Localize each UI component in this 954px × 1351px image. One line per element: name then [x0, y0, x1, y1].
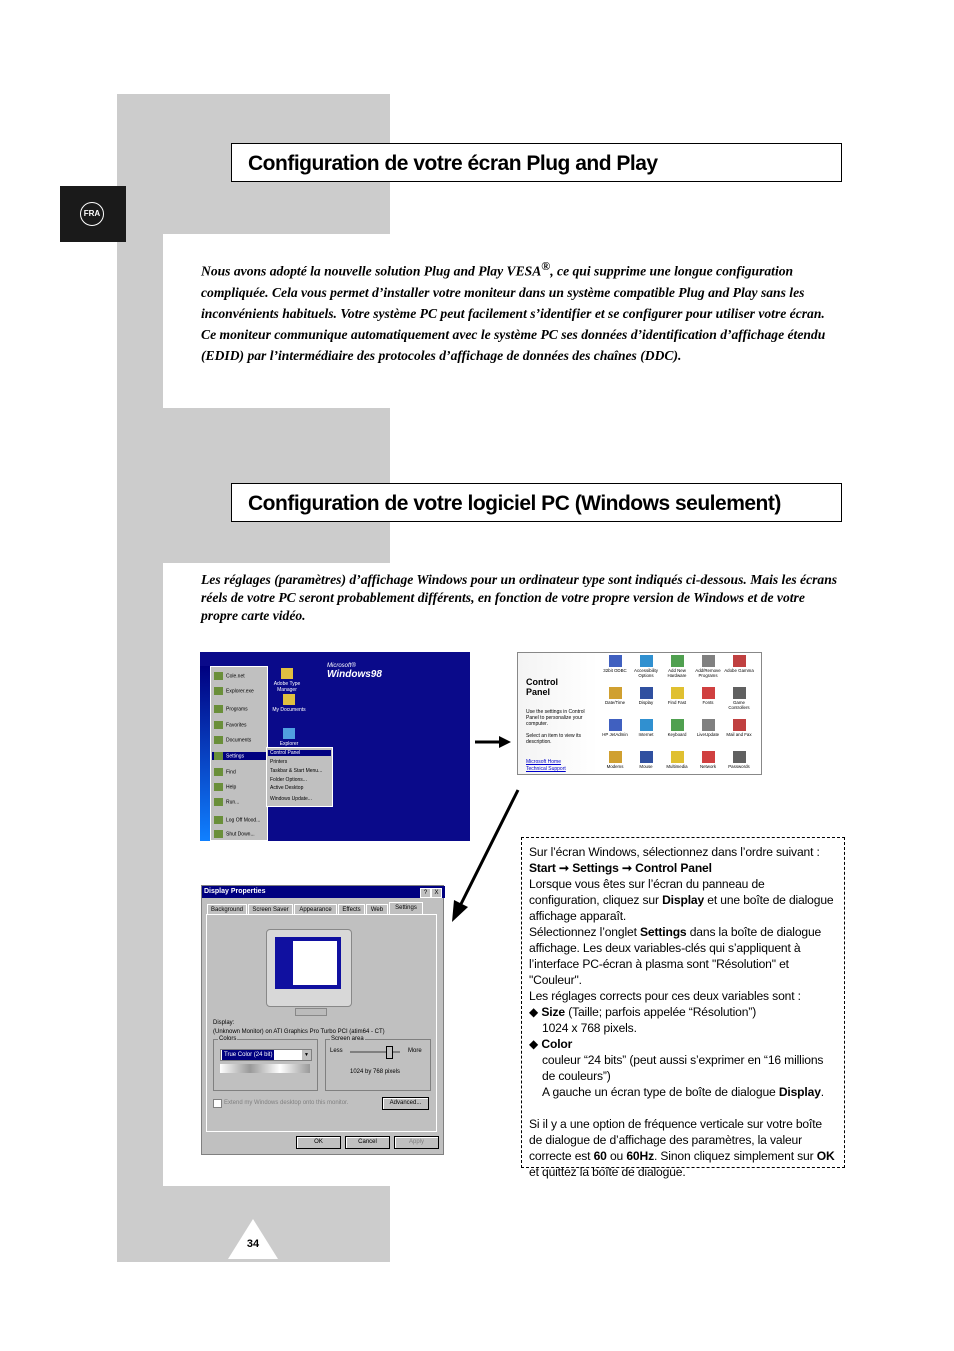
control-panel-icon[interactable]: Find Fast	[662, 687, 692, 705]
start-menu-item[interactable]: Shut Down...	[214, 830, 255, 838]
submenu-item[interactable]: Folder Options...	[270, 777, 307, 783]
screen-area-label: Screen area	[331, 1036, 364, 1042]
colors-group	[213, 1036, 318, 1091]
submenu-item[interactable]: Printers	[270, 759, 288, 765]
desktop-icon: Explorer	[269, 728, 309, 747]
slider-handle[interactable]	[386, 1046, 393, 1059]
desktop-icon: Adobe Type Manager	[267, 668, 307, 693]
start-menu-item-settings[interactable]: Settings	[212, 752, 269, 760]
control-panel-icon[interactable]: Game Controllers	[724, 687, 754, 710]
instruction-color-note: A gauche un écran type de boîte de dialogue Display.	[542, 1085, 825, 1099]
less-label: Less	[330, 1048, 343, 1054]
section1-paragraph: Nous avons adopté la nouvelle solution Plug and Play VESA®, ce qui supprime une longue configuration compliquée. Cela vous permet d’installer votre moniteur dans un système compatible Plug and Play sans les inconvénients habituels. Votre système PC peut facilement s’identifier et se configurer pour utiliser votre écran. Ce moniteur communique automatiquement avec le système PC ses données d’identification d’affichage étendu (EDID) par l’intermédiaire des protocoles d’affichage de données des chaînes (DDC).	[201, 259, 826, 363]
instruction-size: ◆ Size (Taille; parfois appelée “Résolution”)	[529, 1005, 757, 1019]
control-panel-icon[interactable]: Fonts	[693, 687, 723, 705]
control-panel-icon[interactable]: Modems	[600, 751, 630, 769]
section2-heading: Configuration de votre logiciel PC (Windows seulement)	[231, 483, 842, 522]
control-panel-sidebar	[518, 653, 598, 774]
close-button[interactable]: X	[431, 888, 442, 898]
more-label: More	[408, 1048, 422, 1054]
control-panel-icon[interactable]: Display	[631, 687, 661, 705]
arrow-right-icon	[475, 736, 511, 748]
settings-panel	[206, 914, 437, 1132]
chevron-down-icon: ▼	[302, 1050, 311, 1060]
control-panel-icon[interactable]: Date/Time	[600, 687, 630, 705]
colors-label: Colors	[219, 1036, 237, 1042]
display-label: Display:	[213, 1020, 235, 1026]
control-panel-icon[interactable]: Multimedia	[662, 751, 692, 769]
start-menu-item[interactable]: Documents	[214, 736, 251, 744]
control-panel-icon[interactable]: Passwords	[724, 751, 754, 769]
instruction-path: Start ➞ Settings ➞ Control Panel	[529, 861, 712, 875]
cancel-button[interactable]: Cancel	[345, 1136, 390, 1149]
tab-background[interactable]: Background	[207, 904, 247, 915]
instruction-frequency: Si il y a une option de fréquence verticale sur votre boîte de dialogue de d’affichage des paramètres, la valeur correcte est 60 ou 60Hz. Sinon cliquez simplement sur OK et quittez la boîte de dialogue.	[529, 1117, 835, 1179]
submenu-control-panel[interactable]: Control Panel	[268, 750, 331, 756]
monitor-preview	[266, 929, 352, 1007]
control-panel-icon[interactable]: HP JetAdmin	[600, 719, 630, 737]
control-panel-title: Control Panel	[526, 677, 558, 697]
instruction-size-value: 1024 x 768 pixels.	[542, 1021, 637, 1035]
advanced-button[interactable]: Advanced...	[382, 1097, 429, 1110]
start-menu-banner: Windows98	[200, 666, 210, 841]
ok-button[interactable]: OK	[296, 1136, 341, 1149]
start-menu-item[interactable]: Explorer.exe	[214, 687, 254, 695]
control-panel-icon[interactable]: Network	[693, 751, 723, 769]
dialog-title: Display Properties	[202, 886, 445, 898]
desktop-icon: My Documents	[269, 694, 309, 713]
tab-effects[interactable]: Effects	[338, 904, 365, 915]
start-menu	[210, 666, 268, 841]
start-menu-item[interactable]: Cole.net	[214, 672, 245, 680]
language-tab	[60, 186, 126, 242]
technical-support-link[interactable]: Technical Support	[526, 766, 566, 772]
control-panel-description: Use the settings in Control Panel to personalize your computer. Select an item to view its description.	[526, 709, 585, 745]
screen-area-group	[325, 1036, 431, 1091]
extend-label: Extend my Windows desktop onto this monitor.	[224, 1100, 349, 1106]
start-menu-item[interactable]: Log Off Mood...	[214, 816, 260, 824]
submenu-item[interactable]: Active Desktop	[270, 785, 304, 791]
arrow-down-left-icon	[448, 788, 523, 926]
resolution-value: 1024 by 768 pixels	[350, 1069, 401, 1075]
settings-submenu	[266, 747, 333, 807]
control-panel-icon[interactable]: Keyboard	[662, 719, 692, 737]
instructions-box	[521, 837, 845, 1179]
control-panel-icon[interactable]: Internet	[631, 719, 661, 737]
instruction-intro: Sur l’écran Windows, sélectionnez dans l’ordre suivant :	[529, 845, 820, 859]
tab-web[interactable]: Web	[366, 904, 388, 915]
start-menu-item[interactable]: Help	[214, 783, 236, 791]
control-panel-icon[interactable]: Accessibility Options	[631, 655, 661, 678]
instruction-color: ◆ Color	[529, 1037, 573, 1051]
tab-screen-saver[interactable]: Screen Saver	[248, 904, 293, 915]
display-properties-dialog	[201, 885, 444, 1155]
instruction-display: Lorsque vous êtes sur l’écran du panneau de configuration, cliquez sur Display et une boîte de dialogue affichage apparaît.	[529, 877, 834, 923]
instruction-correct-settings: Les réglages corrects pour ces deux variables sont :	[529, 989, 801, 1003]
page-number: 34	[246, 1238, 260, 1250]
help-button[interactable]: ?	[420, 888, 431, 898]
start-menu-item[interactable]: Find	[214, 768, 236, 776]
windows98-logo: Microsoft® Windows98	[327, 663, 382, 680]
control-panel-icon[interactable]: Adobe Gamma	[724, 655, 754, 673]
gray-band-left	[117, 234, 163, 1262]
tab-appearance[interactable]: Appearance	[294, 904, 337, 915]
instruction-settings: Sélectionnez l’onglet Settings dans la boîte de dialogue affichage. Les deux variables-clés qui s’appliquent à l’interface PC-écran à plasma sont "Résolution" et "Couleur".	[529, 925, 822, 987]
desktop-screenshot	[195, 652, 470, 841]
start-menu-item[interactable]: Favorites	[214, 721, 247, 729]
control-panel-icon[interactable]: Add New Hardware	[662, 655, 692, 678]
control-panel-icon[interactable]: LiveUpdate	[693, 719, 723, 737]
control-panel-screenshot	[517, 652, 762, 775]
start-menu-item[interactable]: Run...	[214, 798, 239, 806]
submenu-item[interactable]: Taskbar & Start Menu...	[270, 768, 323, 774]
control-panel-icon[interactable]: Mouse	[631, 751, 661, 769]
microsoft-home-link[interactable]: Microsoft Home	[526, 759, 562, 765]
apply-button[interactable]: Apply	[394, 1136, 439, 1149]
control-panel-icon[interactable]: 32bit ODBC	[600, 655, 630, 673]
start-menu-item[interactable]: Programs	[214, 705, 248, 713]
display-value: (Unknown Monitor) on ATI Graphics Pro Turbo PCI (atim64 - CT)	[213, 1029, 385, 1035]
section2-paragraph: Les réglages (paramètres) d’affichage Windows pour un ordinateur type sont indiqués ci-dessous. Mais les écrans réels de votre PC seront probablement différents, en fonction de votre propre version de Windows et de votre propre carte vidéo.	[201, 572, 838, 623]
submenu-item[interactable]: Windows Update...	[270, 796, 312, 802]
section1-heading: Configuration de votre écran Plug and Play	[231, 143, 842, 182]
color-sample	[220, 1064, 310, 1073]
tab-settings[interactable]: Settings	[389, 902, 423, 915]
colors-select[interactable]: True Color (24 bit) ▼	[220, 1049, 312, 1061]
extend-checkbox[interactable]	[213, 1099, 222, 1108]
control-panel-icon[interactable]: Mail and Fax	[724, 719, 754, 737]
language-tab-label: FRA	[80, 202, 104, 226]
control-panel-icon[interactable]: Add/Remove Programs	[693, 655, 723, 678]
instruction-color-value: couleur “24 bits” (peut aussi s’exprimer en “16 millions de couleurs”)	[542, 1053, 824, 1083]
